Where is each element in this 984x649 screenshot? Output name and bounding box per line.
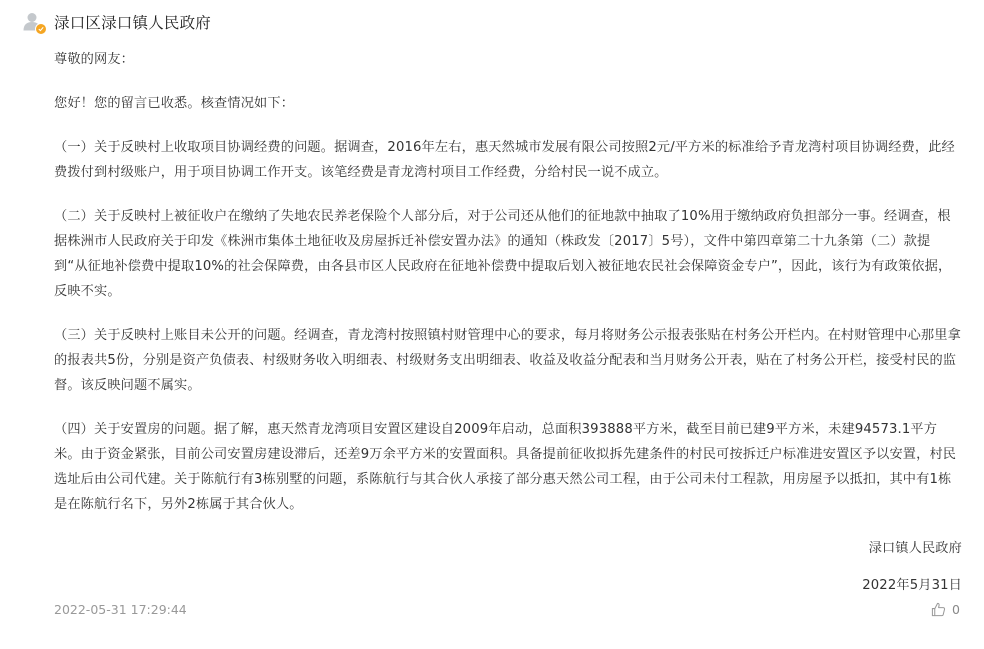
avatar [22, 11, 44, 33]
thumbs-up-icon [931, 602, 946, 617]
greeting-text: 尊敬的网友： [54, 52, 135, 67]
author-name[interactable]: 渌口区渌口镇人民政府 [54, 14, 212, 32]
paragraph-1: （一）关于反映村上收取项目协调经费的问题。据调查，2016年左右，惠天然城市发展有限公司按照2元/平方米的标准给予青龙湾村项目协调经费，此经费拨付到村级账户，用于项目协调工作开支。该笔经费是青龙湾村项目工作经费，分给村民一说不成立。 [54, 140, 955, 180]
paragraph-2: （二）关于反映村上被征收户在缴纳了失地农民养老保险个人部分后，对于公司还从他们的征地款中抽取了10%用于缴纳政府负担部分一事。经调查，根据株洲市人民政府关于印发《株洲市集体土地征收及房屋拆迁补偿安置办法》的通知（株政发〔2017〕5号），文件中第四章第二十九条第（二）款提到“从征地补偿费中提取10%的社会保障费，由各县市区人民政府在征地补偿费中提取后划入被征地农民社会保障资金专户”，因此，该行为有政策依据，反映不实。 [54, 209, 952, 299]
reply-timestamp: 2022-05-31 17:29:44 [54, 601, 187, 617]
paragraph-3: （三）关于反映村上账目未公开的问题。经调查，青龙湾村按照镇村财管理中心的要求，每月将财务公示报表张贴在村务公开栏内。在村财管理中心那里拿的报表共5份，分别是资产负债表、村级财务收入明细表、村级财务支出明细表、收益及收益分配表和当月财务公开表，贴在了村务公开栏，接受村民的监督。该反映问题不属实。 [54, 328, 961, 393]
reply-footer [54, 597, 960, 621]
verified-badge-icon [35, 23, 47, 35]
reply-content [54, 47, 962, 598]
signature-org: 渌口镇人民政府 [868, 541, 962, 556]
like-button[interactable] [931, 602, 960, 617]
intro-text: 您好！您的留言已收悉。核查情况如下： [54, 96, 295, 111]
paragraph-4: （四）关于安置房的问题。据了解，惠天然青龙湾项目安置区建设自2009年启动，总面积393888平方米，截至目前已建9平方米，未建94573.1平方米。由于资金紧张，目前公司安置房建设滞后，还差9万余平方米的安置面积。具备提前征收拟拆先建条件的村民可按拆迁户标准进安置区予以安置，村民选址后由公司代建。关于陈航行有3栋别墅的问题，系陈航行与其合伙人承接了部分惠天然公司工程，由于公司未付工程款，用房屋予以抵扣，其中有1栋是在陈航行名下，另外2栋属于其合伙人。 [54, 422, 957, 512]
reply-header [22, 10, 211, 34]
like-count: 0 [952, 601, 960, 617]
signature-date: 2022年5月31日 [862, 578, 962, 593]
